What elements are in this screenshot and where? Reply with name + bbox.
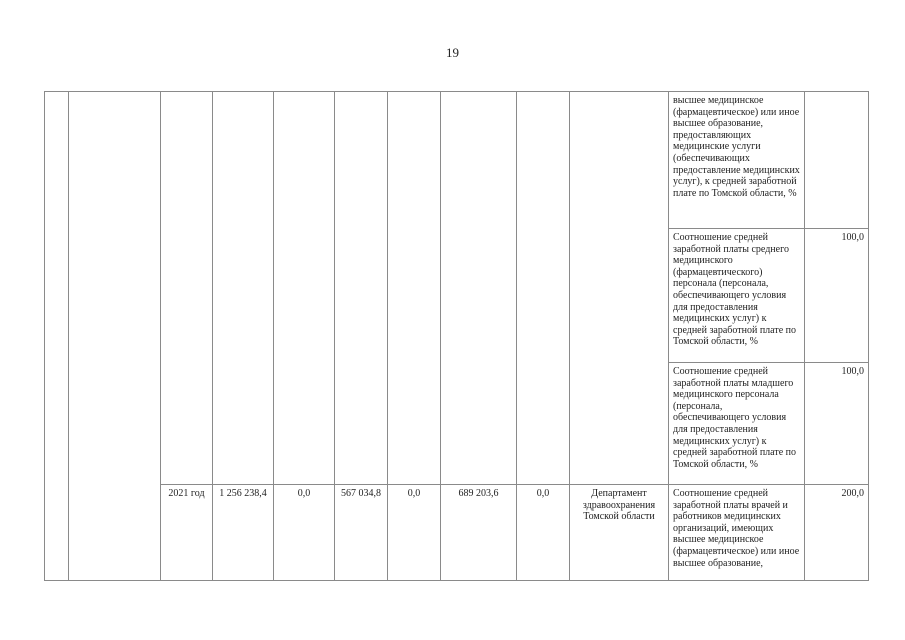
funding-table — [44, 91, 869, 581]
local-cell: 0,0 — [388, 485, 441, 581]
col-name-cell — [69, 92, 161, 581]
total-cell — [213, 92, 274, 485]
indicator-cell: высшее медицинское (фармацевтическое) или иное высшее образование, предоставляющих медицинские услуги (обеспечивающих предоставление медицинских услуг), к средней заработной плате по Томской области, % — [669, 92, 805, 229]
executor-cell — [570, 92, 669, 485]
table-row — [45, 92, 869, 229]
total-cell: 1 256 238,4 — [213, 485, 274, 581]
year-cell: 2021 год — [161, 485, 213, 581]
regional-cell: 567 034,8 — [335, 485, 388, 581]
other-cell — [517, 92, 570, 485]
indicator-cell: Соотношение средней заработной платы младшего медицинского персонала (персонала, обеспечивающего условия для предоставления медицинских услуг) к средней заработной плате по Томской области, % — [669, 363, 805, 485]
indicator-value-cell: 100,0 — [805, 363, 869, 485]
page-number: 19 — [446, 45, 459, 60]
extrabudget-cell — [441, 92, 517, 485]
other-cell: 0,0 — [517, 485, 570, 581]
extrabudget-cell: 689 203,6 — [441, 485, 517, 581]
table-row — [45, 485, 869, 581]
col-number-cell — [45, 92, 69, 581]
federal-cell: 0,0 — [274, 485, 335, 581]
indicator-value-cell: 100,0 — [805, 229, 869, 363]
executor-cell: Департамент здравоохранения Томской области — [570, 485, 669, 581]
federal-cell — [274, 92, 335, 485]
indicator-value-cell — [805, 92, 869, 229]
indicator-cell: Соотношение средней заработной платы среднего медицинского (фармацевтического) персонала (персонала, обеспечивающего условия для предоставления медицинских услуг) к средней заработной плате по Томской области, % — [669, 229, 805, 363]
regional-cell — [335, 92, 388, 485]
year-cell — [161, 92, 213, 485]
local-cell — [388, 92, 441, 485]
indicator-cell: Соотношение средней заработной платы врачей и работников медицинских организаций, имеющих высшее медицинское (фармацевтическое) или иное высшее образование, — [669, 485, 805, 581]
indicator-value-cell: 200,0 — [805, 485, 869, 581]
